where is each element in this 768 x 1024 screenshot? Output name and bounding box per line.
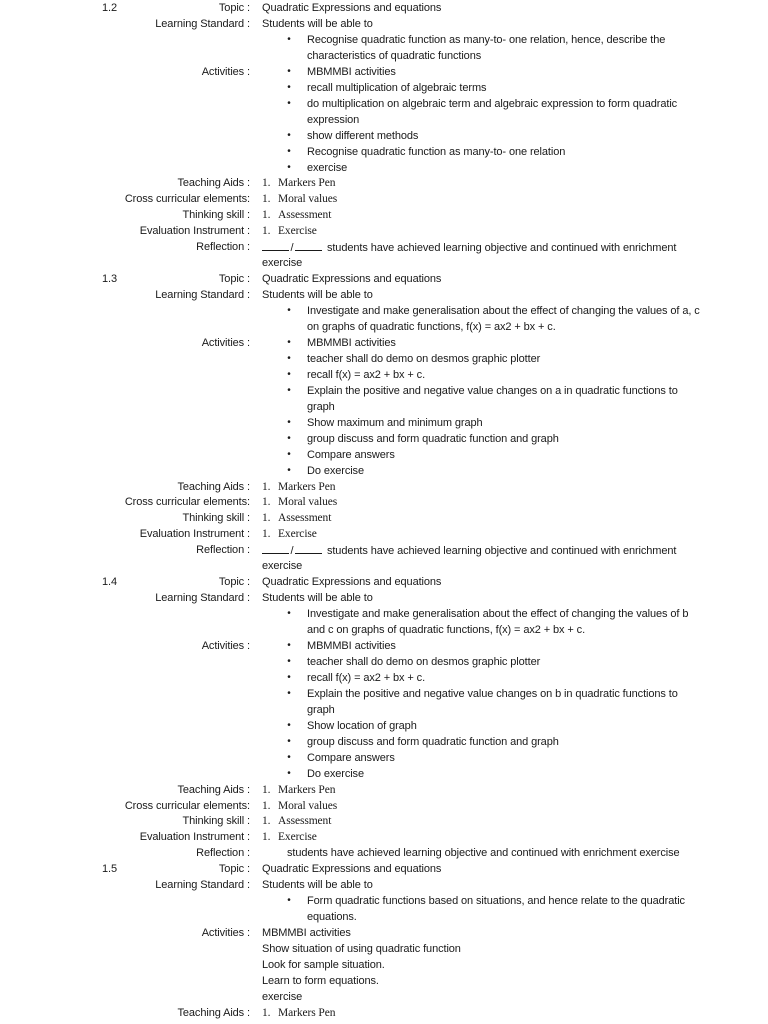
activities-label: Activities : <box>201 927 250 940</box>
learning-standard-label: Learning Standard : <box>155 592 250 605</box>
activity-item-text: MBMMBI activities <box>307 640 396 652</box>
bullet-icon: • <box>287 33 291 45</box>
standard-item-line <box>0 606 768 622</box>
standard-item-line <box>0 622 768 638</box>
activity-item-line <box>0 351 768 367</box>
standard-item-text: Investigate and make generalisation about the effect of changing the values of a, c <box>307 305 700 318</box>
evaluation-instrument-label: Evaluation Instrument : <box>139 528 250 541</box>
teaching-aids-value <box>262 175 336 191</box>
reflection-blank <box>295 542 322 554</box>
reflection-value: students have achieved learning objective and continued with enrichment exercise <box>287 847 680 860</box>
activity-plain-text: Look for sample situation. <box>262 959 385 971</box>
activity-item-text: teacher shall do demo on desmos graphic plotter <box>307 655 541 668</box>
reflection-blank <box>262 542 289 554</box>
list-number: 1. <box>262 496 271 509</box>
reflection-blank <box>262 239 289 251</box>
activity-item-line <box>0 399 768 415</box>
activity-plain-text: MBMMBI activities <box>262 927 351 940</box>
bullet-icon: • <box>287 464 291 476</box>
evaluation-instrument-value <box>262 526 317 542</box>
teaching-aids-text: Markers Pen <box>278 1006 336 1019</box>
standard-item-text: Recognise quadratic function as many-to- one relation, hence, describe the <box>307 33 666 46</box>
activities-label: Activities : <box>201 336 250 349</box>
activity-item-text: recall f(x) = ax2 + bx + c. <box>307 671 426 684</box>
list-number: 1. <box>262 480 271 493</box>
teaching-aids-text: Markers Pen <box>278 177 336 190</box>
standard-item-text: and c on graphs of quadratic functions, f(x) = ax2 + bx + c. <box>307 624 586 637</box>
section-number: 1.4 <box>102 576 117 589</box>
evaluation-instrument-row <box>0 526 768 542</box>
reflection-blank <box>295 239 322 251</box>
teaching-aids-label: Teaching Aids : <box>177 783 250 796</box>
teaching-aids-row <box>0 479 768 495</box>
standard-item-line <box>0 893 768 909</box>
learning-standard-intro: Students will be able to <box>262 17 373 30</box>
activity-item-line <box>0 160 768 176</box>
activity-item-text: group discuss and form quadratic function and graph <box>307 432 559 445</box>
activity-item-line <box>0 431 768 447</box>
bullet-icon: • <box>287 671 291 683</box>
standard-item-line <box>0 909 768 925</box>
topic-row <box>0 271 768 287</box>
activity-plain-line <box>0 973 768 989</box>
bullet-icon: • <box>287 368 291 380</box>
cross-curricular-row <box>0 191 768 207</box>
standard-item-text: equations. <box>307 911 357 924</box>
learning-standard-row <box>0 287 768 303</box>
thinking-skill-text: Assessment <box>278 815 332 828</box>
learning-standard-label: Learning Standard : <box>155 289 250 302</box>
topic-value: Quadratic Expressions and equations <box>262 863 442 876</box>
evaluation-instrument-label: Evaluation Instrument : <box>139 225 250 238</box>
bullet-icon: • <box>287 161 291 173</box>
activity-item-text: recall f(x) = ax2 + bx + c. <box>307 368 426 381</box>
activity-item-text: do multiplication on algebraic term and algebraic expression to form quadratic <box>307 97 678 110</box>
list-number: 1. <box>262 1006 271 1019</box>
standard-item-line <box>0 48 768 64</box>
activity-item-line <box>0 670 768 686</box>
teaching-aids-text: Markers Pen <box>278 783 336 796</box>
activity-item-line <box>0 638 768 654</box>
topic-row <box>0 861 768 877</box>
list-number: 1. <box>262 815 271 828</box>
list-number: 1. <box>262 528 271 541</box>
cross-curricular-row <box>0 494 768 510</box>
learning-standard-row <box>0 590 768 606</box>
standard-item-text: on graphs of quadratic functions, f(x) = ax2 + bx + c. <box>307 321 556 333</box>
thinking-skill-text: Assessment <box>278 209 332 222</box>
teaching-aids-value <box>262 1005 336 1021</box>
activity-plain-line <box>0 989 768 1005</box>
list-number: 1. <box>262 225 271 238</box>
cross-curricular-text: Moral values <box>278 799 338 812</box>
thinking-skill-row <box>0 207 768 223</box>
list-number: 1. <box>262 783 271 796</box>
activity-item-text: expression <box>307 113 360 126</box>
cross-curricular-value <box>262 798 338 814</box>
thinking-skill-value <box>262 813 332 829</box>
learning-standard-intro: Students will be able to <box>262 289 373 302</box>
evaluation-instrument-value <box>262 223 317 239</box>
reflection-text: students have achieved learning objective and continued with enrichment <box>324 242 677 255</box>
evaluation-instrument-value <box>262 829 317 845</box>
cross-curricular-text: Moral values <box>278 193 338 206</box>
activity-item-line <box>0 750 768 766</box>
cross-curricular-value <box>262 494 338 510</box>
reflection-cont-text: exercise <box>262 560 303 573</box>
evaluation-instrument-text: Exercise <box>278 225 317 238</box>
teaching-aids-label: Teaching Aids : <box>177 177 250 190</box>
cross-curricular-text: Moral values <box>278 496 338 509</box>
teaching-aids-label: Teaching Aids : <box>177 1006 250 1019</box>
reflection-cont-text: exercise <box>262 257 303 270</box>
activity-item-line <box>0 702 768 718</box>
activity-item-text: Show location of graph <box>307 719 417 732</box>
thinking-skill-row <box>0 813 768 829</box>
cross-curricular-label: Cross curricular elements: <box>124 799 250 812</box>
bullet-icon: • <box>287 336 291 348</box>
topic-label: Topic : <box>218 273 250 286</box>
topic-row <box>0 0 768 16</box>
cross-curricular-label: Cross curricular elements: <box>124 193 250 206</box>
activity-item-text: Do exercise <box>307 767 364 780</box>
reflection-label: Reflection : <box>196 544 250 557</box>
activity-item-text: show different methods <box>307 129 419 142</box>
bullet-icon: • <box>287 608 291 620</box>
bullet-icon: • <box>287 81 291 93</box>
teaching-aids-row <box>0 1005 768 1021</box>
activity-item-text: Explain the positive and negative value changes on b in quadratic functions to <box>307 687 678 700</box>
evaluation-instrument-text: Exercise <box>278 831 317 844</box>
learning-standard-row <box>0 16 768 32</box>
reflection-slash: / <box>290 242 294 255</box>
reflection-label: Reflection : <box>196 241 250 254</box>
list-number: 1. <box>262 799 271 812</box>
activity-item-text: graph <box>307 400 335 413</box>
topic-label: Topic : <box>218 2 250 14</box>
learning-standard-intro: Students will be able to <box>262 592 373 605</box>
bullet-icon: • <box>287 448 291 460</box>
reflection-cont-row <box>0 558 768 574</box>
teaching-aids-value <box>262 479 336 495</box>
activity-item-line <box>0 64 768 80</box>
standard-item-line <box>0 303 768 319</box>
reflection-cont-row <box>0 255 768 271</box>
bullet-icon: • <box>287 65 291 77</box>
cross-curricular-label: Cross curricular elements: <box>124 496 250 509</box>
activity-item-line <box>0 112 768 128</box>
activity-item-line <box>0 766 768 782</box>
bullet-icon: • <box>287 687 291 699</box>
learning-standard-label: Learning Standard : <box>155 879 250 892</box>
bullet-icon: • <box>287 97 291 109</box>
activity-plain-text: exercise <box>262 990 303 1003</box>
activity-plain-line <box>0 957 768 973</box>
bullet-icon: • <box>287 352 291 364</box>
section-number: 1.5 <box>102 863 117 876</box>
reflection-row <box>0 542 768 558</box>
activity-plain-line <box>0 925 768 941</box>
bullet-icon: • <box>287 735 291 747</box>
activity-item-text: Compare answers <box>307 448 395 461</box>
activity-item-text: group discuss and form quadratic function and graph <box>307 735 559 748</box>
standard-item-line <box>0 319 768 335</box>
teaching-aids-row <box>0 782 768 798</box>
activity-item-text: Recognise quadratic function as many-to- one relation <box>307 145 566 158</box>
thinking-skill-text: Assessment <box>278 512 332 525</box>
topic-label: Topic : <box>218 576 250 589</box>
activity-plain-text: Show situation of using quadratic function <box>262 943 461 956</box>
activity-item-line <box>0 367 768 383</box>
bullet-icon: • <box>287 384 291 396</box>
activity-item-line <box>0 80 768 96</box>
bullet-icon: • <box>287 751 291 763</box>
teaching-aids-row <box>0 175 768 191</box>
evaluation-instrument-row <box>0 223 768 239</box>
activity-item-line <box>0 654 768 670</box>
list-number: 1. <box>262 177 271 190</box>
topic-label: Topic : <box>218 863 250 876</box>
learning-standard-intro: Students will be able to <box>262 879 373 892</box>
reflection-text: students have achieved learning objective and continued with enrichment <box>324 545 677 558</box>
activity-item-line <box>0 383 768 399</box>
activity-item-line <box>0 734 768 750</box>
bullet-icon: • <box>287 145 291 157</box>
activity-plain-text: Learn to form equations. <box>262 974 379 987</box>
reflection-slash: / <box>290 545 294 558</box>
activity-item-line <box>0 686 768 702</box>
reflection-label: Reflection : <box>196 847 250 860</box>
reflection-value <box>262 239 676 256</box>
topic-row <box>0 574 768 590</box>
section-number: 1.3 <box>102 273 117 286</box>
activity-item-text: Do exercise <box>307 464 364 477</box>
teaching-aids-value <box>262 782 336 798</box>
learning-standard-label: Learning Standard : <box>155 17 250 30</box>
activity-item-text: Show maximum and minimum graph <box>307 416 483 429</box>
topic-value: Quadratic Expressions and equations <box>262 273 442 286</box>
standard-item-text: characteristics of quadratic functions <box>307 49 482 62</box>
evaluation-instrument-row <box>0 829 768 845</box>
activity-item-text: exercise <box>307 161 348 174</box>
activity-item-text: MBMMBI activities <box>307 65 396 78</box>
bullet-icon: • <box>287 416 291 428</box>
activity-item-text: recall multiplication of algebraic terms <box>307 81 487 94</box>
activity-item-text: Explain the positive and negative value changes on a in quadratic functions to <box>307 384 678 397</box>
activity-plain-line <box>0 941 768 957</box>
list-number: 1. <box>262 831 271 844</box>
activity-item-text: Compare answers <box>307 751 395 764</box>
evaluation-instrument-text: Exercise <box>278 528 317 541</box>
evaluation-instrument-label: Evaluation Instrument : <box>139 831 250 844</box>
bullet-icon: • <box>287 305 291 317</box>
thinking-skill-value <box>262 510 332 526</box>
bullet-icon: • <box>287 719 291 731</box>
cross-curricular-value <box>262 191 338 207</box>
thinking-skill-value <box>262 207 332 223</box>
activity-item-text: teacher shall do demo on desmos graphic plotter <box>307 352 541 365</box>
standard-item-text: Investigate and make generalisation about the effect of changing the values of b <box>307 608 689 621</box>
reflection-row <box>0 845 768 861</box>
thinking-skill-label: Thinking skill : <box>182 815 250 828</box>
activity-item-line <box>0 335 768 351</box>
thinking-skill-label: Thinking skill : <box>182 209 250 222</box>
activity-item-line <box>0 96 768 112</box>
teaching-aids-text: Markers Pen <box>278 480 336 493</box>
activities-label: Activities : <box>201 640 250 652</box>
activity-item-line <box>0 718 768 734</box>
reflection-value <box>262 542 676 559</box>
activity-item-line <box>0 128 768 144</box>
bullet-icon: • <box>287 640 291 651</box>
standard-item-text: Form quadratic functions based on situations, and hence relate to the quadratic <box>307 895 685 908</box>
reflection-row <box>0 239 768 255</box>
cross-curricular-row <box>0 798 768 814</box>
activity-item-line <box>0 447 768 463</box>
list-number: 1. <box>262 209 271 222</box>
bullet-icon: • <box>287 129 291 141</box>
activity-item-line <box>0 144 768 160</box>
bullet-icon: • <box>287 432 291 444</box>
topic-value: Quadratic Expressions and equations <box>262 576 442 589</box>
bullet-icon: • <box>287 655 291 667</box>
thinking-skill-row <box>0 510 768 526</box>
topic-value: Quadratic Expressions and equations <box>262 2 442 14</box>
list-number: 1. <box>262 512 271 525</box>
activities-label: Activities : <box>201 65 250 78</box>
learning-standard-row <box>0 877 768 893</box>
activity-item-text: MBMMBI activities <box>307 336 396 349</box>
activity-item-line <box>0 463 768 479</box>
activity-item-text: graph <box>307 703 335 716</box>
standard-item-line <box>0 32 768 48</box>
section-number: 1.2 <box>102 2 117 14</box>
bullet-icon: • <box>287 895 291 907</box>
teaching-aids-label: Teaching Aids : <box>177 480 250 493</box>
bullet-icon: • <box>287 767 291 779</box>
thinking-skill-label: Thinking skill : <box>182 512 250 525</box>
activity-item-line <box>0 415 768 431</box>
list-number: 1. <box>262 193 271 206</box>
